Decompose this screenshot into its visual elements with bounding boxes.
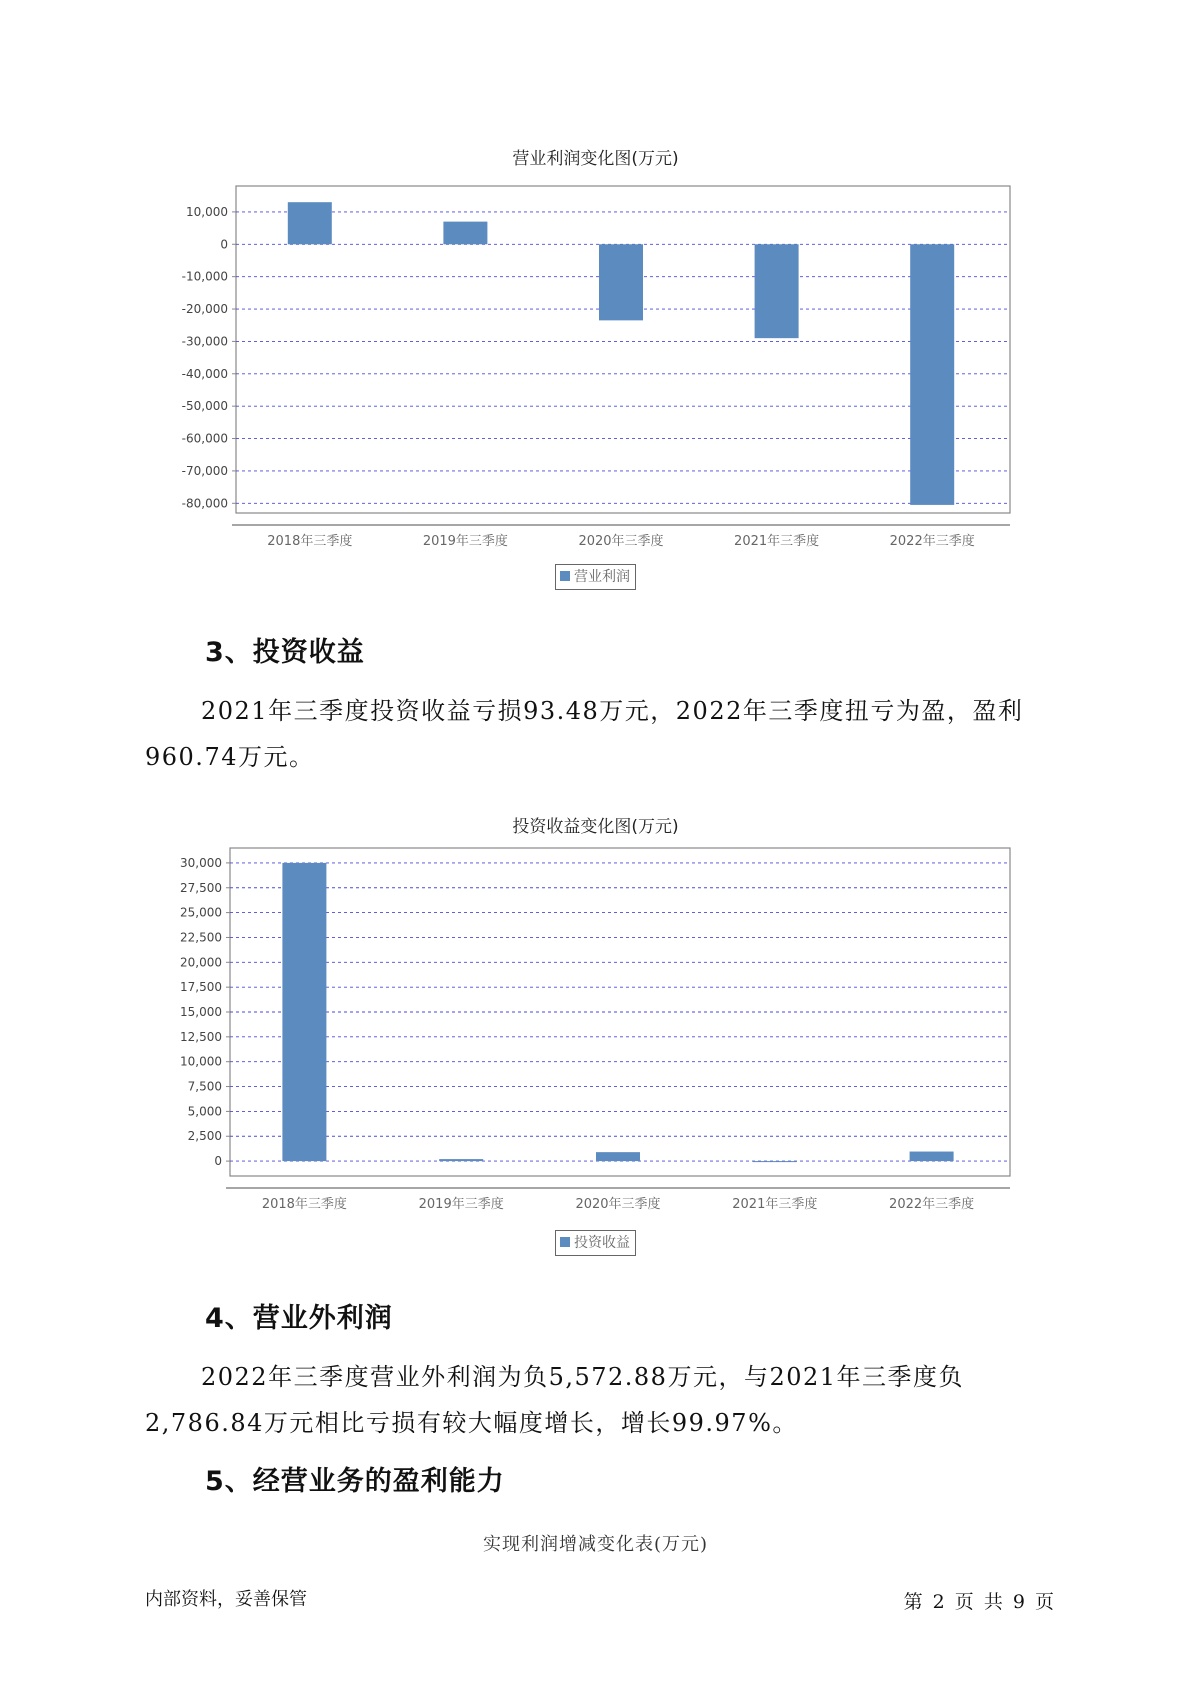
footer-page-number: 第 2 页 共 9 页 [903,1591,1054,1613]
chart-title-investment-income: 投资收益变化图(万元) [512,817,679,837]
x-tick-label: 2020年三季度 [578,534,664,549]
chart-title-operating-profit: 营业利润变化图(万元) [512,149,679,169]
y-tick-label: 10,000 [186,204,228,219]
footer-confidential-note: 内部资料，妥善保管 [145,1589,307,1610]
y-tick-label: 27,500 [180,880,222,895]
x-tick-label: 2021年三季度 [732,1197,818,1212]
y-tick-label: -10,000 [181,269,228,284]
paragraph-non-operating-profit [145,1354,1060,1446]
y-tick-label: 25,000 [180,905,222,920]
x-tick-label: 2019年三季度 [422,534,508,549]
y-tick-label: 7,500 [187,1079,222,1094]
x-tick-label: 2022年三季度 [889,534,975,549]
y-tick-label: 5,000 [187,1104,222,1119]
y-tick-label: 2,500 [187,1129,222,1144]
x-tick-label: 2022年三季度 [889,1197,975,1212]
y-tick-label: -20,000 [181,302,228,317]
section-heading-non-operating-profit: 4、营业外利润 [205,1303,393,1334]
legend-swatch [560,1237,570,1247]
y-tick-label: -80,000 [181,496,228,511]
legend-investment-income [555,1230,636,1256]
y-tick-label: 0 [220,237,228,252]
y-tick-label: 15,000 [180,1005,222,1019]
bar [439,1159,483,1161]
x-tick-label: 2018年三季度 [261,1197,347,1212]
bar [753,1161,797,1162]
y-tick-label: -60,000 [181,431,228,446]
x-tick-label: 2020年三季度 [575,1197,661,1212]
y-tick-label: -30,000 [181,334,228,349]
y-tick-label: 10,000 [180,1054,222,1069]
section-heading-investment-income: 3、投资收益 [205,637,365,668]
legend-label: 投资收益 [574,1235,630,1251]
y-tick-label: 20,000 [180,955,222,970]
y-tick-label: 0 [214,1154,222,1169]
x-tick-label: 2019年三季度 [418,1197,504,1212]
x-tick-label: 2018年三季度 [267,534,353,549]
y-tick-label: 22,500 [180,930,222,945]
y-tick-label: -40,000 [181,366,228,381]
table-caption: 实现利润增减变化表(万元) [482,1534,709,1555]
x-tick-label: 2021年三季度 [734,534,820,549]
y-tick-label: 30,000 [180,855,222,870]
y-tick-label: -70,000 [181,463,228,478]
paragraph-text: 2021年三季度投资收益亏损93.48万元，2022年三季度扭亏为盈，盈利960.74万元。 [145,697,1024,771]
paragraph-text: 2022年三季度营业外利润为负5,572.88万元，与2021年三季度负2,786.84万元相比亏损有较大幅度增长，增长99.97%。 [145,1363,965,1437]
bar [910,1152,954,1162]
section-heading-profitability: 5、经营业务的盈利能力 [205,1466,505,1497]
bar [282,863,326,1161]
legend-label: 营业利润 [574,569,630,585]
y-tick-label: 12,500 [180,1029,222,1044]
y-tick-label: 17,500 [180,980,222,995]
bar [596,1152,640,1161]
y-tick-label: -50,000 [181,399,228,414]
